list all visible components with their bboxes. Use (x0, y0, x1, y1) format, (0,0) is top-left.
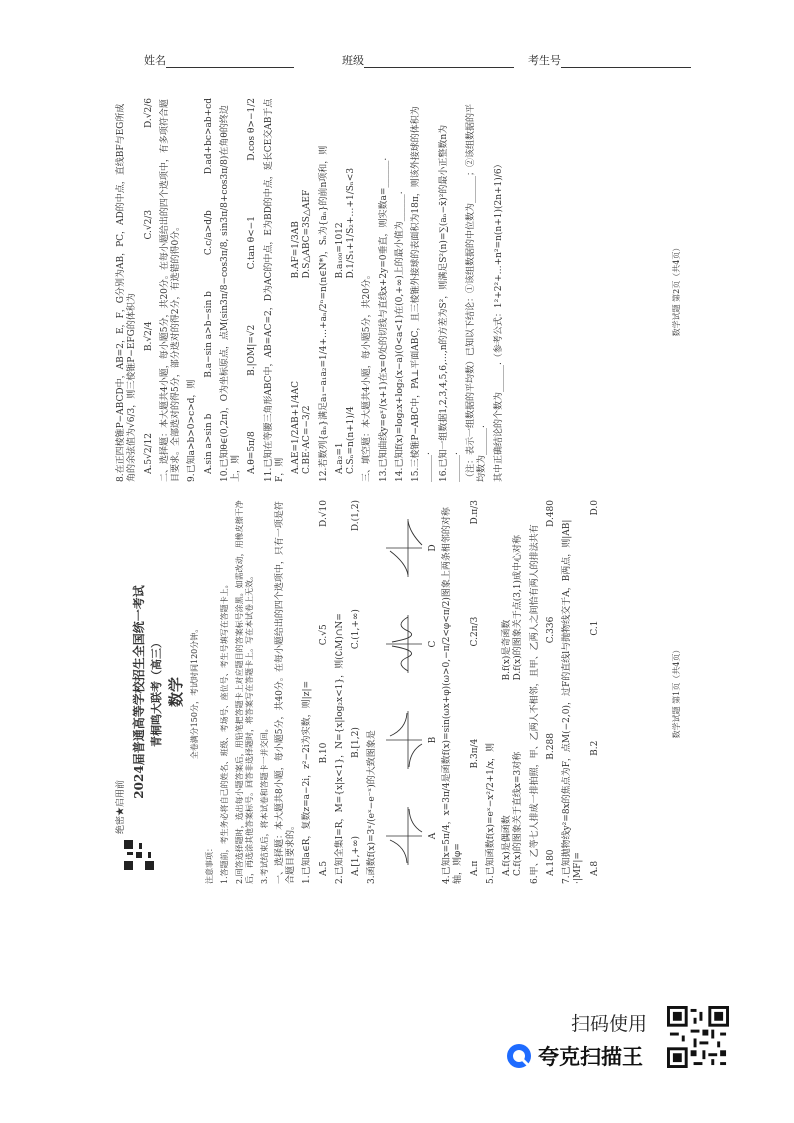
exam-subtitle: 青桐鸣大联考（高三） (150, 637, 164, 747)
quark-logo-icon (506, 1043, 532, 1069)
student-id-field[interactable] (528, 52, 691, 68)
option: D.π/3 (469, 500, 480, 525)
option: C.√2/3 (143, 209, 154, 240)
option: A.180 (545, 849, 556, 876)
option: A.8 (589, 860, 600, 876)
option: B.f(x)是奇函数 (502, 619, 512, 681)
option: B.a₁₀₀=1012 (334, 222, 345, 279)
question-10: 10.已知θ∈(0,2π)，O为坐标原点，点M(sin3π/8−cos3π/8, sin3π/8+cos3π/8)在角θ的终边上，则 (219, 105, 241, 482)
graph-label: D (427, 544, 438, 552)
question-10-options (247, 98, 258, 474)
question-12: 12.若数列{aₙ}满足a₁−a₁a₂=1/4+…+aₙ/2ⁿ=n(n∈N*)，Sₙ为{aₙ}的前n项和，则 (318, 145, 329, 482)
exam-qr-code-icon (124, 840, 154, 870)
option: B.10 (318, 742, 329, 764)
option: C.336 (545, 616, 556, 644)
graph-option-a (384, 805, 440, 867)
question-14: 14.已知f(x)=log₂x+log₂(x−a)(0<a<1)在(0,+∞)上的最小值为______. (394, 191, 405, 482)
section-2-heading: 二、选择题：本大题共4小题，每小题5分，共20分。在每小题给出的四个选项中，有多项符合题目要求。全部选对的得5分，部分选对的得2分，有选错的得0分。 (159, 99, 181, 482)
question-1: 1.已知a∈R，复数z=a−2i，z²−2i为实数，则|z|= (302, 680, 313, 884)
option: D.S△ABC=3S△AEF (302, 189, 313, 279)
option: C.BE·AC=−3/2 (302, 405, 313, 474)
option: D.(1,2) (351, 500, 361, 532)
class-label: 班级 (342, 54, 364, 67)
rotated-exam-content (108, 82, 690, 894)
graph-option-b (384, 709, 440, 771)
question-11: 11.已知在等腰三角形ABC中，AB=AC=2，D为AC的中点，E为BD的中点，延长CE交AB于点F，则 (263, 98, 285, 482)
option: B.AF=1/3AB (291, 221, 301, 279)
note-3: 3.考试结束后，将本试卷和答题卡一并交回。 (259, 724, 269, 884)
question-12-options (335, 98, 358, 474)
option: C.(1,+∞) (351, 609, 361, 650)
option: B.|OM|=√2 (247, 324, 258, 376)
question-16-note: （注：表示一组数据的平均数）已知以下结论：①该组数据的中位数为______；②该组数据的平均数为______. (466, 103, 488, 482)
option: A.a₂=1 (334, 442, 345, 474)
note-2: 2.回答选择题时，选出每小题答案后，用铅笔把答题卡上对应题目的答案标号涂黑。如需改动，用橡皮擦干净后，再选涂其他答案标号。回答非选择题时，将答案写在答题卡上。写在本试卷上无效。 (234, 500, 254, 884)
graph-option-d (384, 517, 440, 579)
question-3-graphs (384, 500, 440, 884)
student-id-label: 考生号 (528, 54, 561, 67)
notes-heading: 注意事项： (204, 844, 214, 884)
option: C.c/a>d/b (203, 210, 214, 256)
question-2: 2.已知全集I=R，M={x|x<1}，N={x|log₂x<1}，则(∁ᵢM)∩N= (334, 613, 345, 884)
option: C.f(x)的图象关于直线x=3对称 (513, 751, 524, 876)
question-15: 15.三棱锥P−ABC中，PA⊥平面ABC，且三棱锥外接球的表面积为18π，则该外接球的体积为______. (411, 106, 433, 482)
option: A.5√2/12 (143, 432, 154, 474)
question-9: 9.已知a>b>0>c>d，则 (187, 379, 198, 482)
scanner-brand (506, 1042, 643, 1070)
option: B.2 (589, 740, 600, 756)
option: D.√10 (318, 500, 329, 527)
option: A.AE=1/2AB+1/4AC (291, 381, 301, 474)
question-6: 6.甲、乙等七人排成一排拍照，甲、乙两人不相邻，且甲、乙两人之间恰有两人的排法共有 (529, 524, 540, 884)
student-id-blank[interactable] (561, 55, 691, 68)
question-1-options (319, 500, 330, 876)
option: D.480 (545, 500, 556, 527)
option: D.ad+bc>ab+cd (203, 98, 214, 175)
option: C.2π/3 (469, 616, 480, 647)
option: A.f(x)是偶函数 (502, 815, 512, 876)
class-field[interactable] (342, 52, 514, 68)
option: D.cos θ>−1/2 (247, 98, 258, 161)
option: A.π (469, 860, 480, 876)
question-3: 3.函数f(x)=3ˣ/(eˣ−e⁻ˣ)的大致图象是 (367, 730, 378, 884)
option: A.[1,+∞) (351, 835, 361, 876)
option: B.[1,2) (351, 727, 361, 758)
option: B.a−sin a>b−sin b (203, 291, 214, 378)
option: C.√5 (318, 624, 329, 646)
class-blank[interactable] (364, 55, 514, 68)
graph-label: A (427, 832, 438, 840)
name-field[interactable] (144, 52, 294, 68)
exam-title: 2024届普通高等学校招生全国统一考试 (132, 585, 147, 799)
graph-label: C (427, 640, 438, 648)
question-8-options (144, 98, 155, 474)
name-label: 姓名 (144, 54, 166, 67)
question-11-options (291, 98, 314, 474)
section-1-heading: 一、选择题：本大题共8小题，每小题5分，共40分。在每小题给出的四个选项中，只有一项是符合题目要求的。 (274, 501, 296, 884)
option: A.θ=5π/8 (247, 431, 258, 474)
option: C.Sₙ=n(n+1)/4 (346, 406, 356, 474)
qr-code-icon[interactable] (667, 1006, 729, 1068)
exam-subject: 数学 (167, 677, 185, 708)
exam-page-1: 绝密★启用前 2024届普通高等学校招生全国统一考试 青桐鸣大联考（高三） 数学 全卷满分150分，考试时间120分钟。 注意事项： 1.答题前，考生务必将自己的姓名、班级、考场号、座位号、考生号填写在答题卡上。 2.回答选择题时，选出每小题答案后，用铅笔把答题卡上对应题目的答案标号涂黑。如需改动，用橡皮擦干净后，再选涂其他答案标号。回答非选择题时，将答案写在答题卡上。写在本试卷上无效。 3.考试结束后，将本试卷和答题卡一并交回。 一、选择题：本大题共8小题，每小题5分，共40分。在每小题给出的四个选项中，只有一项是符合题目要求的。 1.已知a∈R，复数z=a−2i，z²−2i为实数，则|z|= A.5 B.10 C.√5 D.√10 2.已知全集I=R，M={x|x<1}，N={x|log₂x<1}，则(∁ᵢM)∩N= A.[1,+∞) B.[1,2) C.(1,+∞) D.(1,2) 3.函数f(x)=3ˣ/(eˣ−e⁻ˣ)的大致图象是 A B C D 4.已知x=5π/4，x=3π/4是函数f(x)=sin(ωx+φ)(ω>0,−π/2<φ<π/2)图象上两条相邻的对称轴，则φ= A.π B.3π/4 C.2π/3 D.π/3 5.已知函数f(x)=eˣ−x²/2+1/x，则 A.f(x)是偶函数 B.f(x)是奇函数 C.f(x)的图象关于直线x=3对称 D.f(x)的图象关于点(3,1)成中心对称 6.甲、乙等七人排成一排拍照，甲、乙两人不相邻，且甲、乙两人之间恰有两人的排法共有 A.180 B.288 C.336 D.480 7.已知抛物线y²=8x的焦点为F，点M(−2,0)，过F的直线l与抛物线交于A，B两点，则|AB|·|MF|= A.8 B.2 C.1 D.0 数学试题 第1页（共4页） (116, 500, 681, 884)
question-7-options (590, 500, 601, 876)
exam-page-2: 8.在正四棱锥P−ABCD中，AB=2，E，F，G分别为AB，PC，AD的中点，直线BF与EG所成角的余弦值为√6/3，则三棱锥P−EFG的体积为 A.5√2/12 B.√2/4 C.√2/3 D.√2/6 二、选择题：本大题共4小题，每小题5分，共20分。在每小题给出的四个选项中，有多项符合题目要求。全部选对的得5分，部分选对的得2分，有选错的得0分。 9.已知a>b>0>c>d，则 A.sin a>sin b B.a−sin a>b−sin b C.c/a>d/b D.ad+bc>ab+cd 10.已知θ∈(0,2π)，O为坐标原点，点M(sin3π/8−cos3π/8, sin3π/8+cos3π/8)在角θ的终边上，则 A.θ=5π/8 B.|OM|=√2 C.tan θ<−1 D.cos θ>−1/2 11.已知在等腰三角形ABC中，AB=AC=2，D为AC的中点，E为BD的中点，延长CE交AB于点F，则 A.AE=1/2AB+1/4AC B.AF=1/3AB C.BE·AC=−3/2 D.S△ABC=3S△AEF 12.若数列{aₙ}满足a₁−a₁a₂=1/4+…+aₙ/2ⁿ=n(n∈N*)，Sₙ为{aₙ}的前n项和，则 A.a₂=1 B.a₁₀₀=1012 C.Sₙ=n(n+1)/4 D.1/S₁+1/S₂+…+1/Sₙ<3 三、填空题：本大题共4小题，每小题5分，共20分。 13.已知曲线y=eˣ/(x+1)在x=0处的切线与直线x+2y=0垂直，则实数a=______. 14.已知f(x)=log₂x+log₂(x−a)(0<a<1)在(0,+∞)上的最小值为______. 15.三棱锥P−ABC中，PA⊥平面ABC，且三棱锥外接球的表面积为18π，则该外接球的体积为______. 16.已知一组数据1,2,3,4,5,6,…,n的方差为S²，则满足S²(n)=∑(aₙ−x̄)²的最小正整数n为______. （注：表示一组数据的平均数）已知以下结论：①该组数据的中位数为______；②该组数据的平均数为______. 其中正确结论的个数为______.（参考公式：1²+2²+…+n²=n(n+1)(2n+1)/6） 数学试题 第2页（共4页） (116, 98, 681, 482)
scanned-exam-sheet (108, 82, 690, 894)
option: D.f(x)的图象关于点(3,1)成中心对称 (513, 534, 524, 681)
question-9-options (204, 98, 215, 474)
scan-to-use-label: 扫码使用 (571, 1013, 648, 1035)
exam-badge: 绝密★启用前 (116, 779, 126, 834)
option: C.1 (589, 620, 600, 636)
question-7: 7.已知抛物线y²=8x的焦点为F，点M(−2,0)，过F的直线l与抛物线交于A，B两点，则|AB|·|MF|= (562, 519, 584, 884)
exam-meta: 全卷满分150分，考试时间120分钟。 (189, 624, 199, 760)
answer-sheet-header (0, 52, 794, 72)
option: B.288 (545, 733, 556, 760)
option: D.√2/6 (143, 98, 154, 129)
section-3-heading: 三、填空题：本大题共4小题，每小题5分，共20分。 (362, 270, 373, 482)
option: A.sin a>sin b (203, 413, 214, 474)
question-16: 16.已知一组数据1,2,3,4,5,6,…,n的方差为S²，则满足S²(n)=∑(aₙ−x̄)²的最小正整数n为______. (438, 124, 460, 482)
question-13: 13.已知曲线y=eˣ/(x+1)在x=0处的切线与直线x+2y=0垂直，则实数a=______. (378, 157, 389, 482)
option: B.3π/4 (469, 738, 480, 769)
option: C.tan θ<−1 (247, 216, 258, 270)
question-4-options (470, 500, 481, 876)
option: A.5 (318, 860, 329, 876)
name-blank[interactable] (166, 55, 294, 68)
question-5: 5.已知函数f(x)=eˣ−x²/2+1/x，则 (485, 742, 496, 884)
graph-label: B (427, 736, 438, 744)
option: D.0 (589, 500, 600, 516)
graph-option-c (384, 613, 440, 675)
question-8: 8.在正四棱锥P−ABCD中，AB=2，E，F，G分别为AB，PC，AD的中点，直线BF与EG所成角的余弦值为√6/3，则三棱锥P−EFG的体积为 (116, 103, 138, 482)
question-5-options (502, 500, 525, 876)
option: D.1/S₁+1/S₂+…+1/Sₙ<3 (346, 167, 356, 279)
option: B.√2/4 (143, 321, 154, 352)
note-1: 1.答题前，考生务必将自己的姓名、班级、考场号、座位号、考生号填写在答题卡上。 (219, 580, 229, 884)
question-6-options (546, 500, 557, 876)
brand-name: 夸克扫描王 (538, 1045, 643, 1069)
question-4: 4.已知x=5π/4，x=3π/4是函数f(x)=sin(ωx+φ)(ω>0,−π/2<φ<π/2)图象上两条相邻的对称轴，则φ= (442, 507, 464, 884)
question-2-options (351, 500, 362, 876)
question-16-tail: 其中正确结论的个数为______.（参考公式：1²+2²+…+n²=n(n+1)(2n+1)/6） (493, 159, 504, 482)
